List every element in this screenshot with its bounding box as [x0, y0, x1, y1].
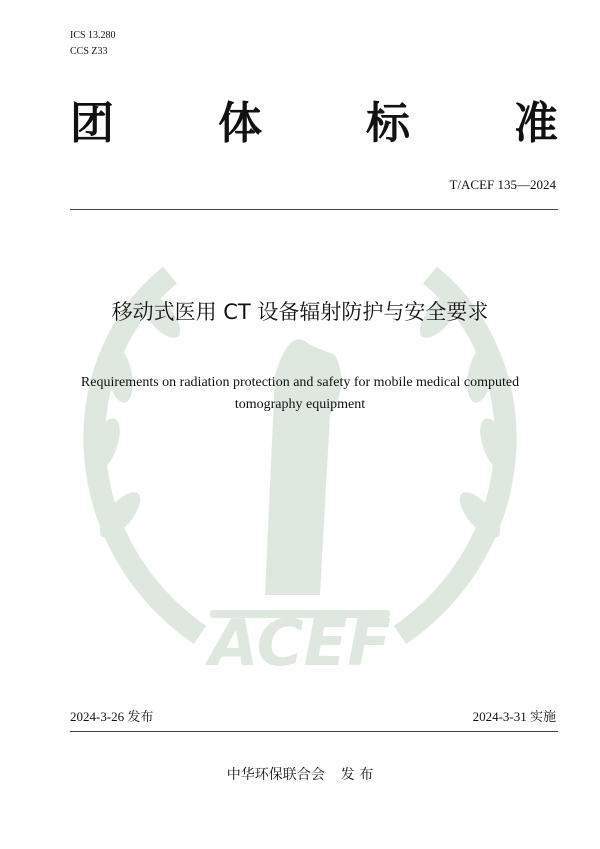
document-title-en-line-1: Requirements on radiation protection and safety for mobile medical computed — [80, 375, 520, 390]
title-char-3: 标 — [366, 98, 410, 149]
standard-number: T/ACEF 135—2024 — [449, 177, 556, 192]
document-type-title — [70, 98, 558, 150]
top-divider — [70, 209, 558, 210]
classification-codes — [70, 28, 116, 60]
watermark-acef-text: ACEF — [209, 607, 391, 681]
publish-date: 2024-3-26 发布 — [70, 709, 154, 724]
document-title-en — [60, 372, 540, 416]
title-char-2: 体 — [218, 98, 262, 149]
publisher-action: 发 布 — [340, 767, 374, 783]
acef-emblem-watermark — [50, 215, 550, 695]
effective-date: 2024-3-31 实施 — [472, 709, 556, 724]
title-char-1: 团 — [70, 98, 114, 149]
publisher-org: 中华环保联合会 — [226, 767, 325, 783]
document-title-cn: 移动式医用 CT 设备辐射防护与安全要求 — [111, 300, 489, 324]
ics-code: ICS 13.280 — [70, 30, 116, 41]
bottom-divider — [70, 731, 558, 732]
document-title-en-line-2: tomography equipment — [234, 397, 366, 412]
title-char-4: 准 — [514, 98, 558, 149]
publisher-line — [0, 764, 600, 784]
ccs-code: CCS Z33 — [70, 46, 108, 57]
